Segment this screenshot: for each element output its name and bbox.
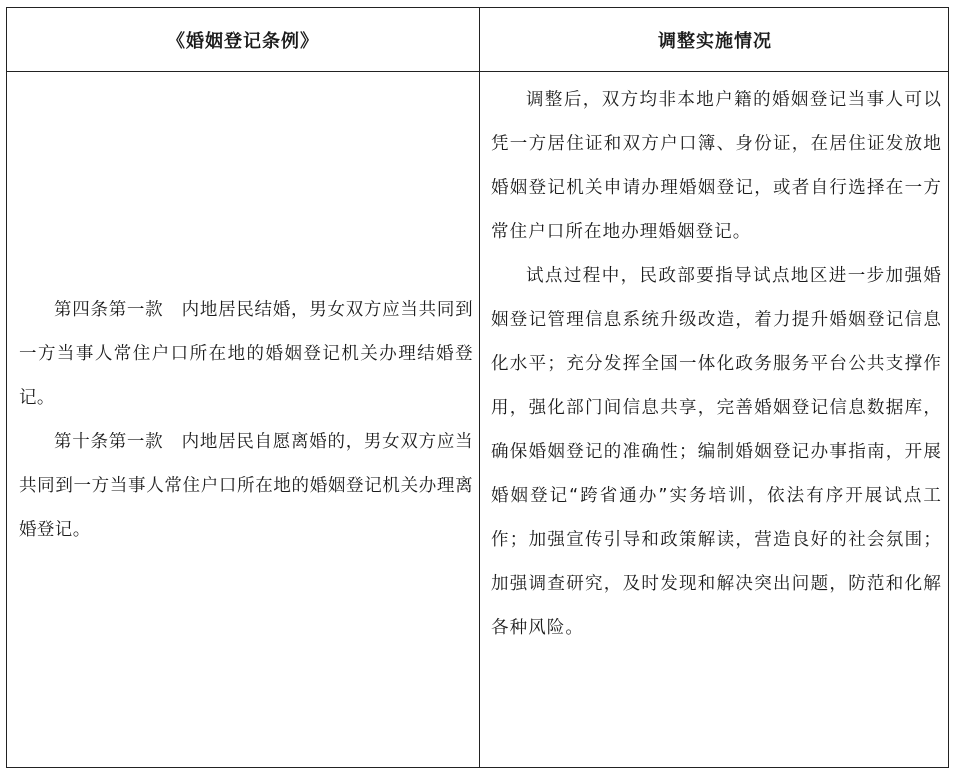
article-4-paragraph: 第四条第一款 内地居民结婚，男女双方应当共同到一方当事人常住户口所在地的婚姻登记机关办理结婚登记。 [19,300,473,408]
regulation-comparison-table [6,7,949,768]
adjustment-paragraph: 调整后，双方均非本地户籍的婚姻登记当事人可以凭一方居住证和双方户口簿、身份证，在居住证发放地婚姻登记机关申请办理婚姻登记，或者自行选择在一方常住户口所在地办理婚姻登记。 [491,90,942,242]
header-implementation-status: 调整实施情况 [658,30,772,52]
header-regulation-title: 《婚姻登记条例》 [167,30,319,52]
pilot-process-paragraph: 试点过程中，民政部要指导试点地区进一步加强婚姻登记管理信息系统升级改造，着力提升婚姻登记信息化水平；充分发挥全国一体化政务服务平台公共支撑作用，强化部门间信息共享，完善婚姻登记信息数据库，确保婚姻登记的准确性；编制婚姻登记办事指南，开展婚姻登记“跨省通办”实务培训，依法有序开展试点工作；加强宣传引导和政策解读，营造良好的社会氛围；加强调查研究，及时发现和解决突出问题，防范和化解各种风险。 [491,266,942,638]
regulation-text-cell [7,72,479,768]
article-10-paragraph: 第十条第一款 内地居民自愿离婚的，男女双方应当共同到一方当事人常住户口所在地的婚姻登记机关办理离婚登记。 [19,432,473,540]
implementation-text-cell [480,72,950,768]
